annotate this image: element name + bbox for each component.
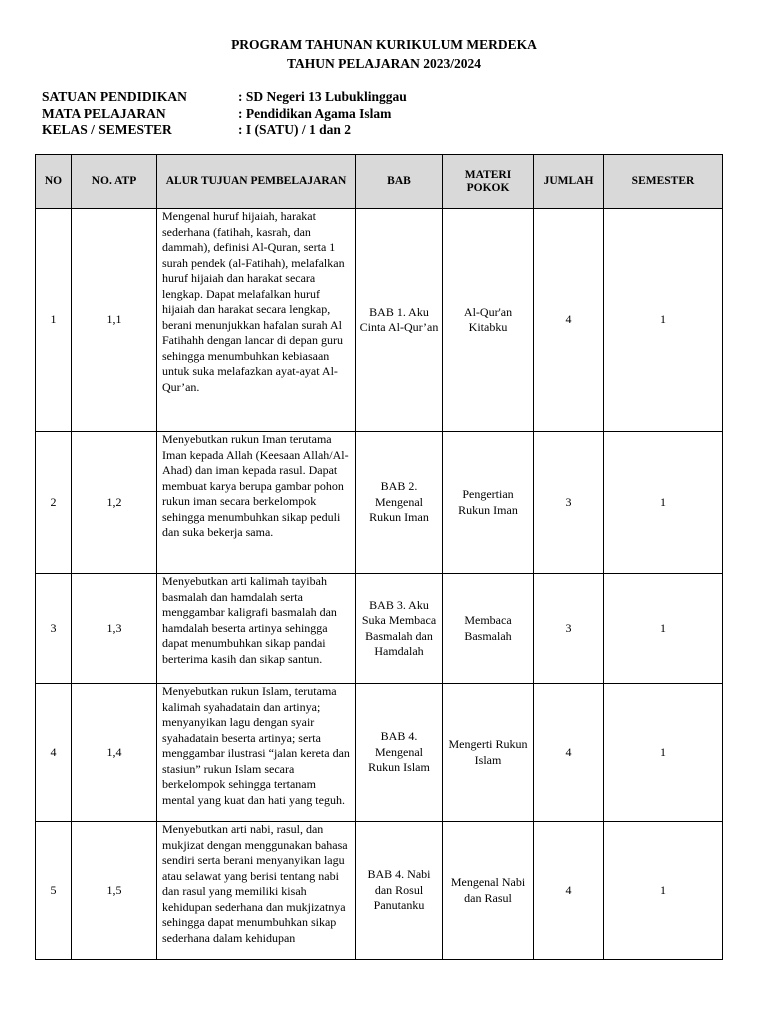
cell-materi: Pengertian Rukun Iman <box>443 432 534 574</box>
cell-semester: 1 <box>604 432 723 574</box>
cell-materi: Mengenal Nabi dan Rasul <box>443 822 534 960</box>
cell-atp: 1,4 <box>72 684 157 822</box>
document-subtitle: TAHUN PELAJARAN 2023/2024 <box>286 56 481 71</box>
meta-row-mapel <box>42 106 407 123</box>
document-title: PROGRAM TAHUNAN KURIKULUM MERDEKA <box>231 37 537 52</box>
header-bab: BAB <box>356 155 443 209</box>
table-row <box>36 209 723 432</box>
cell-alur: Menyebutkan arti kalimah tayibah basmalah dan hamdalah serta menggambar kaligrafi basmalah dan hamdalah beserta artinya sehingga dapat menumbuhkan sikap pandai berterima kasih dan sikap santun. <box>157 574 356 684</box>
cell-semester: 1 <box>604 209 723 432</box>
program-table <box>35 154 723 960</box>
header-jumlah: JUMLAH <box>534 155 604 209</box>
table-header-row <box>36 155 723 209</box>
cell-semester: 1 <box>604 684 723 822</box>
cell-alur: Menyebutkan rukun Iman terutama Iman kepada Allah (Keesaan Allah/Al-Ahad) dan iman kepada rasul. Dapat membuat karya berupa gambar pohon rukun iman secara berkelompok sehingga menumbuhkan sikap peduli dan suka bekerja sama. <box>157 432 356 574</box>
cell-alur: Menyebutkan rukun Islam, terutama kalimah syahadatain dan artinya; menyanyikan lagu dengan syair syahadatain beserta artinya; serta menggambar ilustrasi “jalan kereta dan stasiun” rukun Islam secara berkelompok sehingga tertanam mental yang kuat dan hati yang teguh. <box>157 684 356 822</box>
cell-no: 1 <box>36 209 72 432</box>
cell-bab: BAB 4. Mengenal Rukun Islam <box>356 684 443 822</box>
cell-bab: BAB 2. Mengenal Rukun Iman <box>356 432 443 574</box>
header-no-atp: NO. ATP <box>72 155 157 209</box>
cell-no: 5 <box>36 822 72 960</box>
meta-row-satuan <box>42 89 407 106</box>
cell-alur: Mengenal huruf hijaiah, harakat sederhana (fatihah, kasrah, dan dammah), definisi Al-Quran, serta 1 surah pendek (al-Fatihah), melafalkan huruf hijaiah dan harakat secara lengkap. Dapat melafalkan huruf hijaiah dan harakat secara lengkap, berani menunjukkan hafalan surah Al Fatihahh dengan lancar di depan guru sehingga menumbuhkan kebiasaan untuk suka melafazkan ayat-ayat Al-Qur’an. <box>157 209 356 432</box>
cell-no: 3 <box>36 574 72 684</box>
table-row <box>36 822 723 960</box>
meta-value: : SD Negeri 13 Lubuklinggau <box>238 89 407 104</box>
header-materi: MATERI POKOK <box>443 155 534 209</box>
cell-jumlah: 3 <box>534 574 604 684</box>
cell-materi: Mengerti Rukun Islam <box>443 684 534 822</box>
meta-label: KELAS / SEMESTER <box>42 122 172 137</box>
cell-atp: 1,2 <box>72 432 157 574</box>
cell-jumlah: 4 <box>534 684 604 822</box>
document-meta <box>42 89 407 139</box>
cell-bab: BAB 3. Aku Suka Membaca Basmalah dan Hamdalah <box>356 574 443 684</box>
cell-semester: 1 <box>604 822 723 960</box>
header-no: NO <box>36 155 72 209</box>
cell-semester: 1 <box>604 574 723 684</box>
meta-label: SATUAN PENDIDIKAN <box>42 89 187 104</box>
cell-jumlah: 4 <box>534 209 604 432</box>
meta-value: : I (SATU) / 1 dan 2 <box>238 122 352 137</box>
cell-no: 2 <box>36 432 72 574</box>
table-row <box>36 684 723 822</box>
cell-materi: Al-Qur'an Kitabku <box>443 209 534 432</box>
header-semester: SEMESTER <box>604 155 723 209</box>
table-row <box>36 432 723 574</box>
cell-materi: Membaca Basmalah <box>443 574 534 684</box>
table-row <box>36 574 723 684</box>
cell-bab: BAB 1. Aku Cinta Al-Qur’an <box>356 209 443 432</box>
header-alur: ALUR TUJUAN PEMBELAJARAN <box>157 155 356 209</box>
cell-no: 4 <box>36 684 72 822</box>
cell-alur: Menyebutkan arti nabi, rasul, dan mukjizat dengan menggunakan bahasa sendiri serta berani menyanyikan lagu atau selawat yang berisi tentang nabi dan rasul yang memiliki kisah kehidupan sederhana dan mukjizatnya sehingga dapat menumbuhkan sikap sederhana dalam kehidupan <box>157 822 356 960</box>
meta-label: MATA PELAJARAN <box>42 105 166 121</box>
cell-bab: BAB 4. Nabi dan Rosul Panutanku <box>356 822 443 960</box>
cell-jumlah: 3 <box>534 432 604 574</box>
cell-atp: 1,5 <box>72 822 157 960</box>
meta-row-kelas <box>42 122 407 139</box>
meta-value: : Pendidikan Agama Islam <box>238 105 392 121</box>
cell-jumlah: 4 <box>534 822 604 960</box>
cell-atp: 1,3 <box>72 574 157 684</box>
cell-atp: 1,1 <box>72 209 157 432</box>
